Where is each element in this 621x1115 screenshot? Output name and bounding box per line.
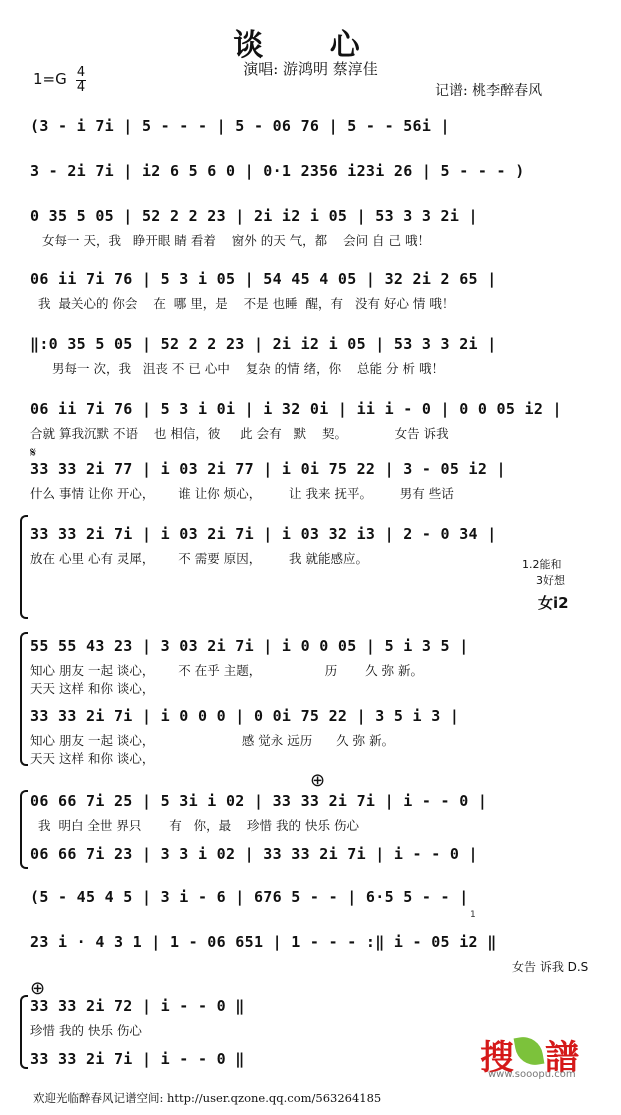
lyric: 什么 事情 让你 开心， 谁 让你 烦心， 让 我来 抚平。 男有 些话	[30, 486, 454, 501]
footer-text: 欢迎光临醉春风记谱空间: http://user.qzone.qq.com/563264185	[33, 1091, 382, 1105]
key-signature: 1=G	[33, 70, 67, 88]
notes: 06 66 7i 25 | 5 3i i 02 | 33 33 2i 7i | i - - 0 |	[30, 792, 488, 810]
segno-sign: 𝄋	[30, 445, 37, 461]
lyric: 我 明白 全世 界只 有 你，最 珍惜 我的 快乐 伤心	[38, 818, 359, 833]
time-signature	[76, 66, 86, 95]
lyric: 知心 朋友 一起 谈心， 感 觉永 远历 久 弥 新。	[30, 733, 395, 748]
notes: (3 - i 7i | 5 - - - | 5 - 06 76 | 5 - - 56i |	[30, 117, 450, 135]
coda-sign: ⊕	[310, 770, 326, 791]
notes: 33 33 2i 7i | i - - 0 ‖	[30, 1050, 245, 1068]
notes: 33 33 2i 7i | i 0 0 0 | 0 0i 75 22 | 3 5 i 3 |	[30, 707, 460, 725]
lyric: 男每一 次，我 沮丧 不 已 心中 复杂 的情 绪，你 总能 分 析 哦！	[52, 361, 444, 376]
lyric: 珍惜 我的 快乐 伤心	[30, 1023, 142, 1038]
time-signature-top: 4	[76, 65, 86, 80]
notes: ‖:0 35 5 05 | 52 2 2 23 | 2i i2 i 05 | 53 3 3 2i |	[30, 335, 497, 353]
notes: 06 ii 7i 76 | 5 3 i 05 | 54 45 4 05 | 32 2i 2 65 |	[30, 270, 497, 288]
notation-row-4	[30, 270, 590, 311]
system-brace	[20, 632, 28, 766]
volta-mark-a: 1.2能和	[522, 558, 562, 571]
notes: 06 ii 7i 76 | 5 3 i 0i | i 32 0i | ii i - 0 | 0 0 05 i2 |	[30, 400, 562, 418]
site-url: www.sooopu.com	[488, 1069, 576, 1080]
notation-row-12	[30, 845, 590, 863]
site-logo-left: 搜	[480, 1038, 514, 1078]
notation-row-3	[30, 207, 590, 248]
notation-row-11	[30, 792, 590, 833]
lyric: 合就 算我沉默 不语 也 相信，彼 此 会有 默 契。 女告 诉我	[30, 426, 449, 441]
volta-number: 1	[470, 910, 476, 920]
singer-credit: 演唱: 游鸿明 蔡淳佳	[243, 60, 378, 78]
lyric: 女每一 天，我 睁开眼 睛 看着 窗外 的天 气，都 会问 自 己 哦！	[42, 233, 430, 248]
notes: 3 - 2i 7i | i2 6 5 6 0 | 0·1 2356 i23i 26 | 5 - - - )	[30, 162, 525, 180]
notation-row-14	[30, 933, 590, 951]
lyric: 知心 朋友 一起 谈心， 不 在乎 主题， 历 久 弥 新。	[30, 663, 424, 678]
notes: 0 35 5 05 | 52 2 2 23 | 2i i2 i 05 | 53 3 3 2i |	[30, 207, 478, 225]
notes: 06 66 7i 23 | 3 3 i 02 | 33 33 2i 7i | i - - 0 |	[30, 845, 478, 863]
system-brace	[20, 995, 28, 1069]
notation-row-13	[30, 888, 590, 906]
notes: (5 - 45 4 5 | 3 i - 6 | 676 5 - - | 6·5 5 - - |	[30, 888, 469, 906]
notes: 23 i · 4 3 1 | 1 - 06 651 | 1 - - - :‖ i - 05 i2 ‖	[30, 933, 497, 951]
coda-sign-2: ⊕	[30, 978, 46, 999]
notation-row-10	[30, 707, 590, 766]
system-brace	[20, 790, 28, 869]
lyric: 放在 心里 心有 灵犀， 不 需要 原因， 我 就能感应。	[30, 551, 368, 566]
time-signature-bottom: 4	[76, 80, 86, 95]
notes: 33 33 2i 72 | i - - 0 ‖	[30, 997, 245, 1015]
notes: 55 55 43 23 | 3 03 2i 7i | i 0 0 05 | 5 i 3 5 |	[30, 637, 469, 655]
ds-instruction: 女告 诉我 D.S	[512, 960, 589, 974]
notation-row-6	[30, 400, 590, 441]
lyric-alt: 天天 这样 和你 谈心，	[30, 751, 155, 766]
site-logo-right: 譜	[545, 1038, 579, 1078]
lyric: 我 最关心的 你会 在 哪 里，是 不是 也睡 醒，有 没有 好心 情 哦！	[38, 296, 455, 311]
lyric-alt: 天天 这样 和你 谈心，	[30, 681, 155, 696]
female-pickup: 女i2	[538, 594, 569, 612]
notation-row-15	[30, 997, 590, 1038]
notation-row-9	[30, 637, 590, 696]
notation-row-1	[30, 117, 590, 135]
notes: 33 33 2i 77 | i 03 2i 77 | i 0i 75 22 | 3 - 05 i2 |	[30, 460, 506, 478]
system-brace	[20, 515, 28, 619]
notation-row-7	[30, 460, 590, 501]
notation-row-5	[30, 335, 590, 376]
notes: 33 33 2i 7i | i 03 2i 7i | i 03 32 i3 | 2 - 0 34 |	[30, 525, 497, 543]
volta-mark-b: 3好想	[536, 574, 565, 587]
recorder-credit: 记谱: 桃李醉春风	[435, 83, 543, 99]
song-title: 谈 心	[233, 28, 388, 63]
notation-row-2	[30, 162, 590, 180]
